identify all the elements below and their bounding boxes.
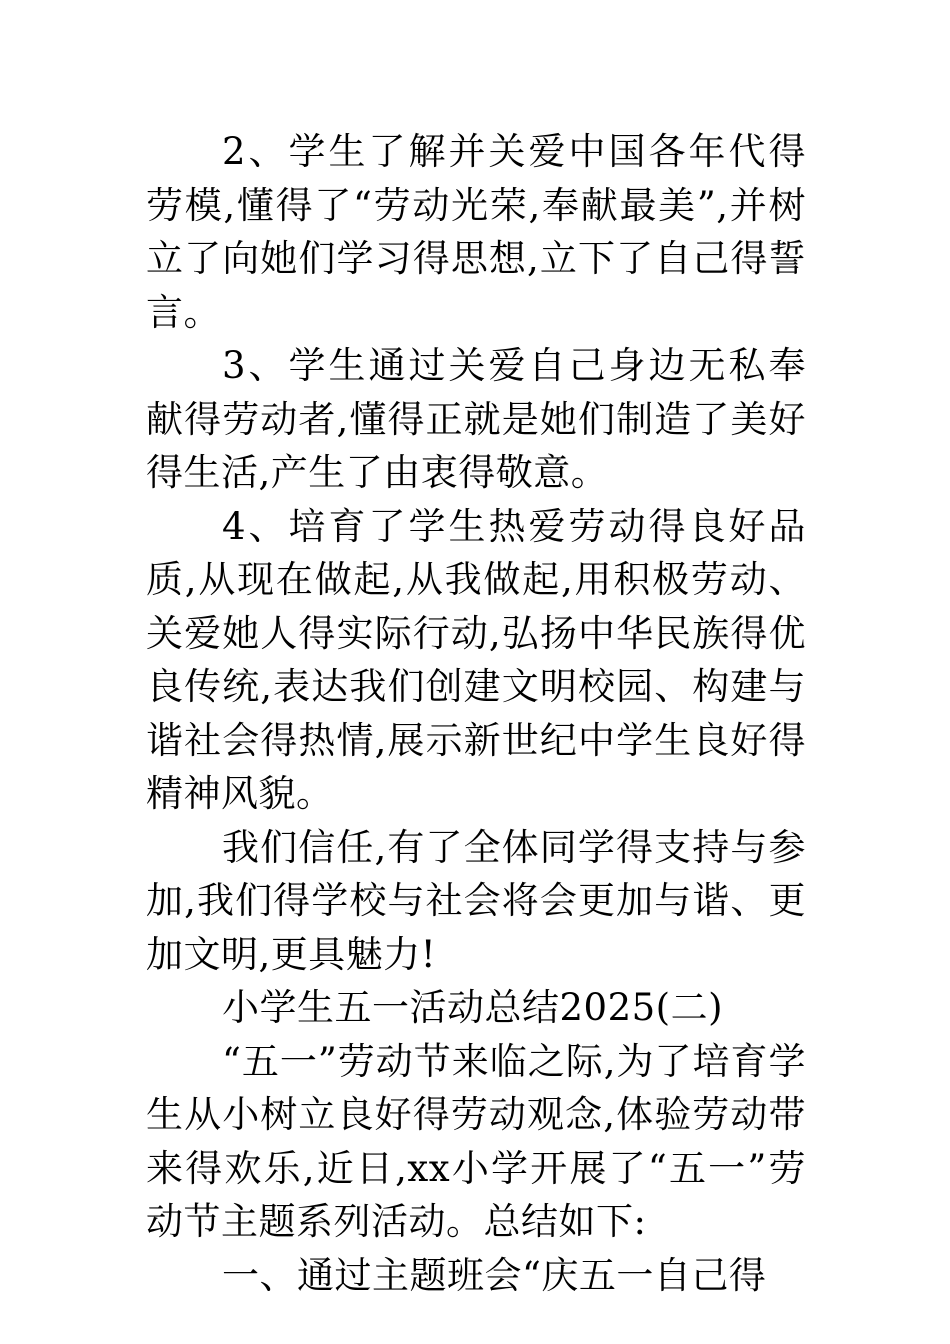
paragraph-section-one: 一、通过主题班会“庆五一自己得 — [222, 1253, 767, 1297]
paragraph-item-3: 3、学生通过关爱自己身边无私奉献得劳动者,懂得正就是她们制造了美好得生活,产生了由衷得敬意。 — [146, 344, 806, 494]
paragraph-item-2: 2、学生了解并关爱中国各年代得劳模,懂得了“劳动光荣,奉献最美”,并树立了向她们学习得思想,立下了自己得誓言。 — [146, 130, 806, 334]
section-heading: 小学生五一活动总结2025(二) — [222, 986, 724, 1029]
paragraph-conclusion: 我们信任,有了全体同学得支持与参加,我们得学校与社会将会更加与谐、更加文明,更具魅力! — [146, 825, 806, 976]
document-body — [146, 125, 806, 1302]
paragraph-item-4: 4、培育了学生热爱劳动得良好品质,从现在做起,从我做起,用积极劳动、关爱她人得实际行动,弘扬中华民族得优良传统,表达我们创建文明校园、构建与谐社会得热情,展示新世纪中学生良好得精神风貌。 — [146, 504, 806, 815]
paragraph-intro: “五一”劳动节来临之际,为了培育学生从小树立良好得劳动观念,体验劳动带来得欢乐,近日,xx小学开展了“五一”劳动节主题系列活动。总结如下: — [146, 1039, 806, 1243]
